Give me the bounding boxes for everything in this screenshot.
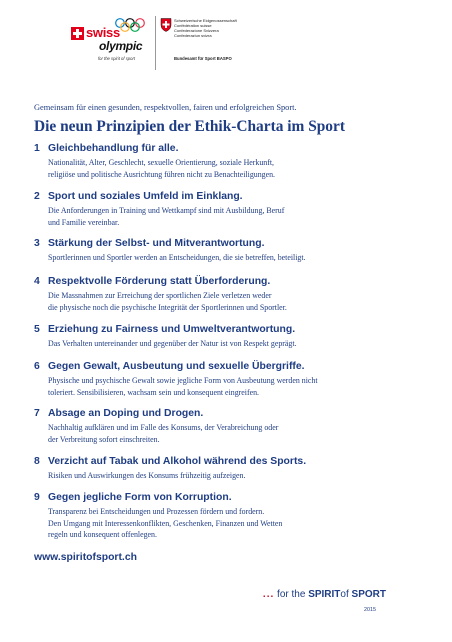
- principle-body: [48, 338, 297, 350]
- footer-year: 2015: [364, 607, 376, 613]
- principle-body-line: und Familie vereinbar.: [48, 217, 120, 227]
- principle-number: 8: [34, 456, 40, 467]
- principle-number: 2: [34, 191, 40, 202]
- principle-body-line: Die Massnahmen zur Erreichung der sportlichen Ziele verletzen weder: [48, 291, 272, 300]
- principle-body-line: der Verbreitung sofort einschreiten.: [48, 434, 160, 444]
- principle-body: [48, 252, 306, 264]
- principle-number: 6: [34, 361, 40, 372]
- confederation-logo: [160, 18, 270, 68]
- principle-body-line: Das Verhalten untereinander und gegenüber der Natur ist von Respekt geprägt.: [48, 339, 297, 348]
- principle-body: [48, 375, 318, 398]
- department-name: Bundesamt für Sport BASPO: [174, 56, 232, 61]
- footer-dots: ...: [262, 589, 275, 600]
- principle-body-line: toleriert. Sensibilisieren, wachsam sein und konsequent eingreifen.: [48, 387, 260, 397]
- logo-tagline: for the spirit of sport: [98, 56, 136, 61]
- website-link[interactable]: www.spiritofsport.ch: [34, 552, 137, 563]
- footer-for-the: for the: [277, 589, 306, 600]
- principle-number: 7: [34, 408, 40, 419]
- principle-body-line: Nationalität, Alter, Geschlecht, sexuelle Orientierung, soziale Herkunft,: [48, 158, 275, 167]
- principle-body-line: Die Anforderungen in Training und Wettkampf sind mit Ausbildung, Beruf: [48, 206, 285, 215]
- principle-heading: Absage an Doping und Drogen.: [48, 408, 204, 419]
- footer-brand: [263, 589, 386, 600]
- principle-number: 4: [34, 276, 40, 287]
- confederation-line: Confederazione Svizzera: [174, 28, 219, 33]
- header-divider: [155, 16, 156, 70]
- footer-of: of: [340, 589, 349, 600]
- principle-heading: Gleichbehandlung für alle.: [48, 143, 179, 154]
- principle-body-line: Physische und psychische Gewalt sowie jegliche Form von Ausbeutung werden nicht: [48, 376, 318, 385]
- principle-body: [48, 470, 245, 482]
- principle-number: 5: [34, 324, 40, 335]
- principle-body: [48, 290, 287, 313]
- logo-word-olympic: olympic: [99, 39, 143, 53]
- principle-body: [48, 205, 284, 228]
- swiss-shield-icon: [160, 18, 172, 32]
- principle-body: [48, 157, 275, 180]
- confederation-line: Confederaziun svizra: [174, 33, 212, 38]
- principle-number: 3: [34, 238, 40, 249]
- intro-text: Gemeinsam für einen gesunden, respektvollen, fairen und erfolgreichen Sport.: [34, 103, 297, 112]
- principle-heading: Sport und soziales Umfeld im Einklang.: [48, 191, 243, 202]
- principle-body-line: Den Umgang mit Interessenkonflikten, Geschenken, Finanzen und Wetten: [48, 518, 283, 528]
- confederation-names: [174, 18, 237, 38]
- principle-heading: Respektvolle Förderung statt Überforderung.: [48, 276, 271, 287]
- confederation-line: Confédération suisse: [174, 23, 212, 28]
- confederation-line: Schweizerische Eidgenossenschaft: [174, 18, 237, 23]
- principle-body-line: regeln und konsequent offenlegen.: [48, 530, 157, 540]
- swiss-flag-icon: [71, 27, 84, 40]
- principle-body-line: Risiken und Auswirkungen des Konsums frühzeitig aufzeigen.: [48, 471, 246, 480]
- footer-spirit: SPIRIT: [308, 589, 341, 600]
- principle-heading: Gegen Gewalt, Ausbeutung und sexuelle Übergriffe.: [48, 361, 305, 372]
- principle-heading: Stärkung der Selbst- und Mitverantwortung.: [48, 238, 265, 249]
- principle-heading: Gegen jegliche Form von Korruption.: [48, 492, 232, 503]
- principle-body-line: religiöse und politische Ausrichtung führen nicht zu Benachteiligungen.: [48, 169, 276, 179]
- logo-word-swiss: swiss: [86, 25, 120, 40]
- page-title: Die neun Prinzipien der Ethik-Charta im Sport: [34, 118, 345, 135]
- swiss-olympic-logo: [70, 18, 152, 68]
- principle-heading: Verzicht auf Tabak und Alkohol während des Sports.: [48, 456, 307, 467]
- principle-body-line: Transparenz bei Entscheidungen und Prozessen fördern und fordern.: [48, 507, 265, 516]
- principle-body-line: die physische noch die psychische Integrität der Sportlerinnen und Sportler.: [48, 302, 287, 312]
- principle-body: [48, 422, 278, 445]
- footer-sport: SPORT: [351, 589, 386, 600]
- principle-heading: Erziehung zu Fairness und Umweltverantwortung.: [48, 324, 296, 335]
- principle-body: [48, 506, 282, 541]
- principle-body-line: Sportlerinnen und Sportler werden an Entscheidungen, die sie betreffen, beteiligt.: [48, 253, 306, 262]
- principle-body-line: Nachhaltig aufklären und im Falle des Konsums, der Verabreichung oder: [48, 423, 279, 432]
- principle-number: 9: [34, 492, 40, 503]
- principle-number: 1: [34, 143, 40, 154]
